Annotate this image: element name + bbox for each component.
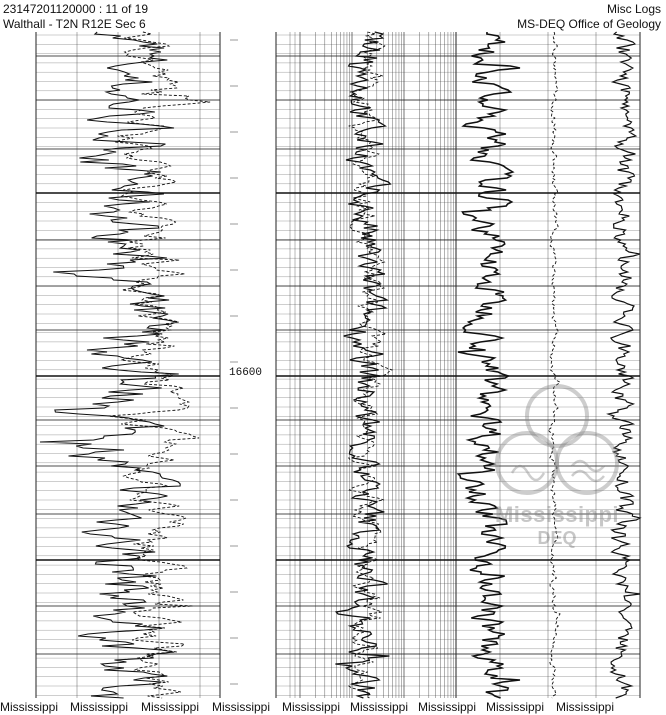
- log-type: Misc Logs: [606, 2, 661, 16]
- well-location: Walthall - T2N R12E Sec 6: [3, 17, 146, 31]
- log-curves: [40, 32, 640, 698]
- footer-label: Mississippi: [282, 700, 341, 714]
- depth-label: 16600: [229, 367, 263, 379]
- footer-label: Mississippi: [556, 700, 615, 714]
- footer-label: Mississippi: [70, 700, 129, 714]
- footer-label: Mississippi: [212, 700, 271, 714]
- watermark-sub: DEQ: [537, 528, 577, 548]
- agency-name: MS-DEQ Office of Geology: [517, 17, 661, 31]
- footer-label: Mississippi: [141, 700, 200, 714]
- watermark-name: Mississippi: [494, 502, 620, 527]
- footer-label: Mississippi: [350, 700, 409, 714]
- footer-label: Mississippi: [418, 700, 477, 714]
- document-id: 23147201120000 : 11 of 19: [3, 2, 149, 16]
- log-grid: [36, 32, 640, 698]
- footer-label: Mississippi: [486, 700, 545, 714]
- footer-labels: [0, 699, 666, 715]
- footer-label: Mississippi: [0, 700, 59, 714]
